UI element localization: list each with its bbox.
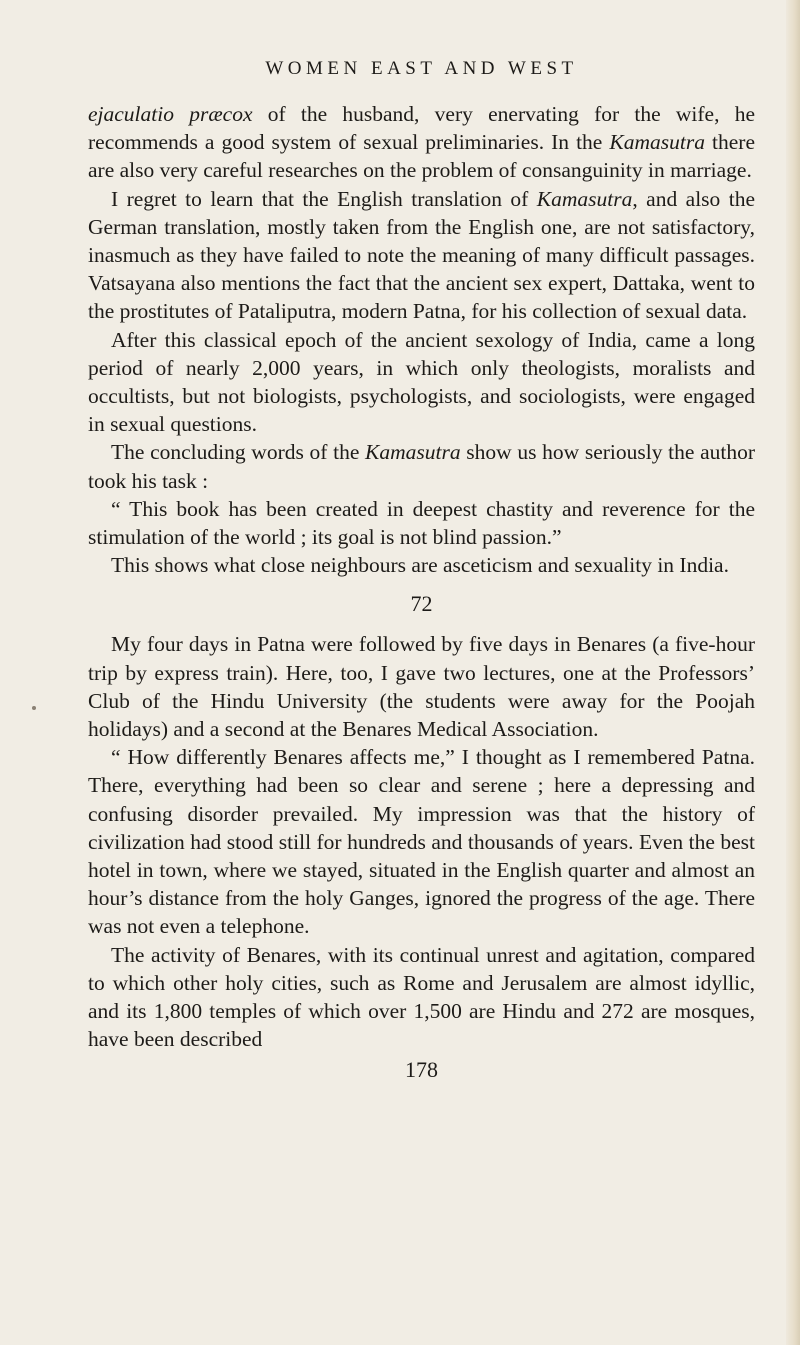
page-number: 178 bbox=[405, 1056, 438, 1082]
paragraph-text: , and also the German translation, mostly taken from the English one, are not satisfactory, inasmuch as they have failed to note the meaning of many difficult passages. Vatsayana also mentions the fact that the ancient sex expert, Dattaka, went to the prostitutes of Pataliputra, modern Patna, for his collection of sexual data. bbox=[88, 186, 755, 324]
paragraph-text: there are also very careful researches on the problem of consanguinity in marriage. bbox=[88, 130, 756, 183]
section-number: 72 bbox=[410, 591, 433, 617]
scan-speck bbox=[32, 706, 36, 710]
italic-term: ejaculatio præcox bbox=[88, 102, 253, 126]
paragraph-1 bbox=[88, 100, 755, 185]
quotation: “ This book has been created in deepest chastity and reverence for the stimulation of the world ; its goal is not blind passion.” bbox=[88, 496, 755, 550]
book-page bbox=[88, 54, 755, 1084]
italic-title: Kamasutra bbox=[609, 130, 705, 155]
paragraph-text: I regret to learn that the English translation of bbox=[111, 186, 537, 211]
paragraph-8: “ How differently Benares affects me,” I thought as I remembered Patna. There, everything had been so clear and serene ; here a depressing and confusing disorder prevailed. My impression was that the history of civilization had stood still for hundreds and thousands of years. Even the best hotel in town, where we stayed, situated in the English quarter and almost an hour’s distance from the holy Ganges, ignored the progress of the age. There was not even a telephone. bbox=[88, 745, 755, 939]
paragraph-text: of the husband, very enervating for the wife, he recommends a good system of sexual preliminaries. In the bbox=[88, 102, 755, 155]
page-edge-shadow bbox=[786, 0, 800, 1345]
paragraph-3: After this classical epoch of the ancient sexology of India, came a long period of nearly 2,000 years, in which only theologists, moralists and occultists, but not biologists, psychologists, and sociologists, were engaged in sexual questions. bbox=[88, 327, 755, 437]
paragraph-7: My four days in Patna were followed by five days in Benares (a five-hour trip by express train). Here, too, I gave two lectures, one at the Professors’ Club of the Hindu University (the students were away for the Poojah holidays) and a second at the Benares Medical Association. bbox=[88, 632, 755, 742]
italic-title: Kamasutra bbox=[536, 186, 633, 211]
paragraph-text: show us how seriously the author took his task : bbox=[88, 440, 756, 493]
paragraph-2 bbox=[88, 185, 755, 326]
paragraph-6: This shows what close neighbours are asceticism and sexuality in India. bbox=[111, 553, 729, 578]
paragraph-text: The concluding words of the bbox=[111, 440, 366, 465]
paragraph-9: The activity of Benares, with its continual unrest and agitation, compared to which other holy cities, such as Rome and Jerusalem are almost idyllic, and its 1,800 temples of which over 1,500 are Hindu and 272 are mosques, have been described bbox=[88, 942, 755, 1052]
italic-title: Kamasutra bbox=[365, 440, 461, 465]
running-head: WOMEN EAST AND WEST bbox=[265, 58, 578, 79]
paragraph-4 bbox=[88, 438, 755, 494]
